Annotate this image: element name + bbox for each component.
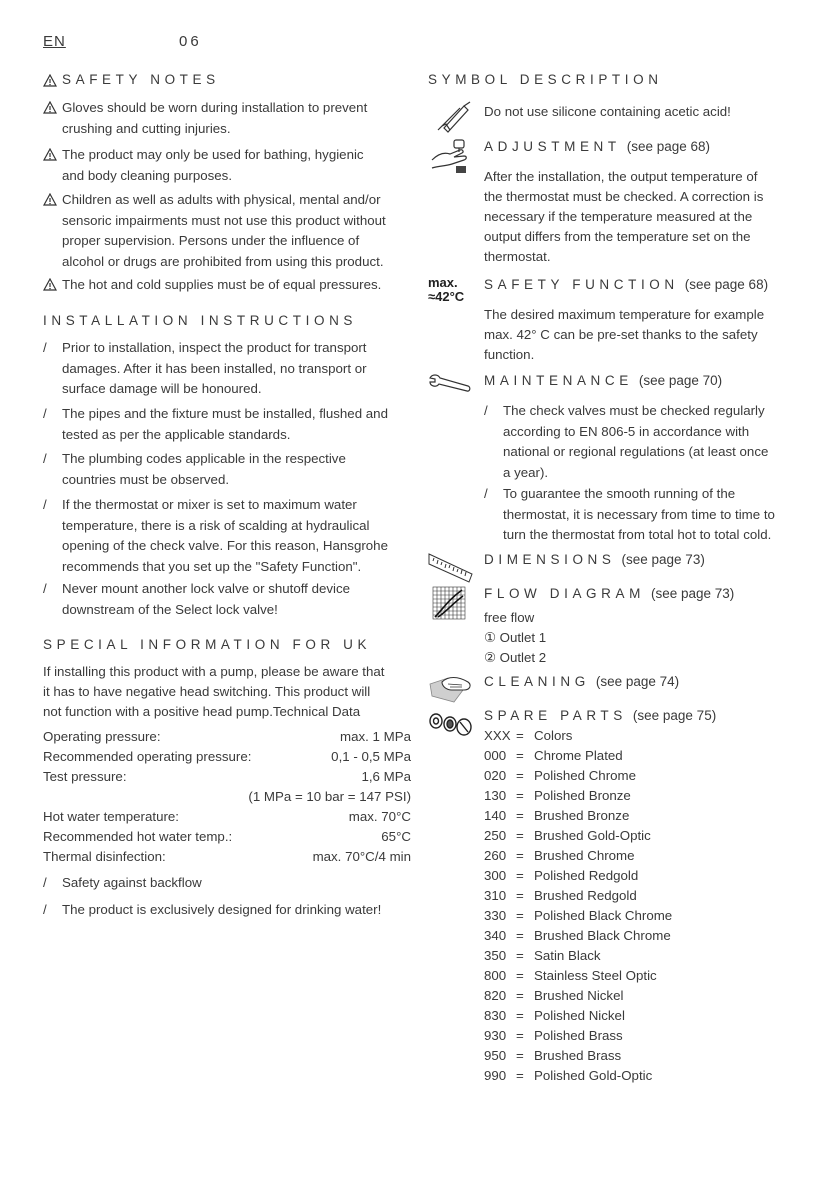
spare-part-code: 930 [484,1028,507,1043]
safety-note-line: Gloves should be worn during installation to prevent [62,100,368,115]
warning-icon [43,100,57,113]
spare-part-code: 990 [484,1068,507,1083]
maintenance-item [484,401,768,483]
spare-part-row [484,1026,623,1046]
spare-part-row [484,986,623,1006]
safety-note-line: Children as well as adults with physical, mental and/or [62,192,381,207]
spare-part-code: 020 [484,768,507,783]
spare-part-finish: Polished Bronze [534,788,631,803]
safety-function-line: max. 42° C can be pre-set thanks to the safety [484,327,758,342]
flow-diagram-page-ref: (see page 73) [650,586,735,601]
adjustment-title: ADJUSTMENT (see page 68) [484,139,711,154]
final-note-item [43,873,202,894]
safety-note-line: The hot and cold supplies must be of equal pressures. [62,277,382,292]
spare-part-code: 260 [484,848,507,863]
spare-part-finish: Brushed Bronze [534,808,630,823]
safety-note-item [43,98,367,139]
installation-item [43,338,367,400]
list-bullet: / [484,486,488,501]
safety-note-line: proper supervision. Persons under the influence of [62,233,360,248]
spare-part-row [484,906,672,926]
list-bullet: / [43,340,47,355]
installation-item-line: surface damage will be honoured. [62,381,262,396]
installation-item-line: The pipes and the fixture must be installed, flushed and [62,406,388,421]
installation-item-line: opening of the check valve. For this reason, Hansgrohe [62,538,388,553]
flow-diagram-line: free flow [484,610,535,625]
adjustment-page-ref: (see page 68) [626,139,711,154]
technical-data-label: Recommended hot water temp.: [43,829,233,844]
safety-note-line: crushing and cutting injuries. [62,120,231,136]
cleaning-hand-icon [428,672,474,709]
equals-sign: = [516,728,524,743]
adjustment-line: output differs from the temperature set on the [484,229,751,244]
safety-function-page-ref: (see page 68) [684,277,769,292]
technical-data-value: max. 70°C [348,809,411,824]
warning-icon [43,277,57,290]
spare-part-row [484,1046,621,1066]
spare-part-code: 340 [484,928,507,943]
cleaning-page-ref: (see page 74) [595,674,680,689]
equals-sign: = [516,1048,524,1063]
equals-sign: = [516,1068,524,1083]
adjustment-line: necessary if the temperature measured at the [484,209,753,224]
equals-sign: = [516,808,524,823]
installation-item-line: recommends that you set up the "Safety Function". [62,558,362,574]
spare-part-code: 950 [484,1048,507,1063]
safety-note-item [43,275,381,296]
spare-part-code: 250 [484,828,507,843]
wrench-icon [428,372,472,397]
spare-part-code: XXX [484,728,511,743]
spare-part-row [484,786,631,806]
installation-item-line: The plumbing codes applicable in the respective [62,451,346,466]
language-code: EN [43,33,66,50]
technical-data-row [43,847,411,867]
installation-item [43,495,388,577]
spare-part-code: 000 [484,748,507,763]
spare-parts-page-ref: (see page 75) [632,708,717,723]
spare-part-code: 830 [484,1008,507,1023]
installation-item-line: Prior to installation, inspect the product for transport [62,340,367,355]
spare-part-code: 330 [484,908,507,923]
installation-item-line: damages. After it has been installed, no transport or [62,360,367,376]
page-number: 06 [179,33,202,50]
spare-part-finish: Brushed Gold-Optic [534,828,651,843]
uk-info-line: If installing this product with a pump, please be aware that [43,664,385,679]
maintenance-line: The check valves must be checked regularly [503,403,765,418]
installation-item-line: countries must be observed. [62,471,230,487]
technical-data-row [43,747,411,767]
spare-part-row [484,826,651,846]
equals-sign: = [516,768,524,783]
warning-icon [43,192,57,205]
installation-item [43,449,346,490]
spare-part-row [484,866,638,886]
symbol-description-title: SYMBOL DESCRIPTION [428,72,663,87]
technical-data-value: (1 MPa = 10 bar = 147 PSI) [248,789,411,804]
list-bullet: / [43,902,47,917]
safety-function-title: SAFETY FUNCTION (see page 68) [484,277,769,292]
equals-sign: = [516,748,524,763]
equals-sign: = [516,828,524,843]
cleaning-title: CLEANING (see page 74) [484,674,680,689]
installation-item [43,404,388,445]
spare-part-finish: Stainless Steel Optic [534,968,657,983]
final-note-item-line: The product is exclusively designed for drinking water! [62,902,382,917]
technical-data-value: 1,6 MPa [361,769,411,784]
equals-sign: = [516,888,524,903]
spare-part-finish: Polished Black Chrome [534,908,673,923]
maintenance-line: national or regional regulations (at least once [503,444,769,459]
list-bullet: / [43,406,47,421]
uk-info-line: not function with a positive head pump.Technical Data [43,704,361,719]
spare-part-finish: Brushed Black Chrome [534,928,671,943]
uk-info-line: it has to have negative head switching. This product will [43,684,371,699]
technical-data-row [43,767,411,787]
safety-note-line: alcohol or drugs are prohibited from using this product. [62,253,384,269]
adjustment-line: the thermostat must be checked. A correction is [484,189,764,204]
silicone-gun-icon [434,100,474,137]
adjustment-hand-icon [430,138,470,177]
technical-data-label: Thermal disinfection: [43,849,166,864]
equals-sign: = [516,1028,524,1043]
dimensions-page-ref: (see page 73) [621,552,705,567]
spare-part-finish: Brushed Nickel [534,988,624,1003]
spare-part-code: 820 [484,988,507,1003]
maintenance-title: MAINTENANCE (see page 70) [484,373,723,388]
spare-parts-title: SPARE PARTS (see page 75) [484,708,717,723]
list-bullet: / [484,403,488,418]
final-note-item-line: Safety against backflow [62,875,202,890]
spare-part-row [484,806,629,826]
equals-sign: = [516,868,524,883]
technical-data-row [43,787,411,807]
installation-title: INSTALLATION INSTRUCTIONS [43,313,358,328]
adjustment-line: thermostat. [484,249,551,264]
flow-diagram-line: ① Outlet 1 [484,630,547,645]
flow-diagram-title: FLOW DIAGRAM (see page 73) [484,586,735,601]
spare-part-finish: Brushed Chrome [534,848,635,863]
technical-data-value: 65°C [381,829,411,844]
spare-part-code: 350 [484,948,507,963]
silicone-warning: Do not use silicone containing acetic acid! [484,104,731,119]
technical-data-row [43,807,411,827]
technical-data-value: max. 1 MPa [340,729,411,744]
warning-icon [43,74,57,90]
technical-data-value: max. 70°C/4 min [312,849,411,864]
spare-part-row [484,1006,625,1026]
list-bullet: / [43,451,47,466]
safety-note-line: The product may only be used for bathing, hygienic [62,147,364,162]
spare-part-code: 800 [484,968,507,983]
spare-part-row [484,1066,652,1086]
spare-part-row [484,726,572,746]
spare-part-finish: Brushed Brass [534,1048,622,1063]
flow-diagram-icon [432,586,466,623]
safety-note-item [43,190,386,272]
technical-data-row [43,827,411,847]
installation-item [43,579,350,620]
safety-notes-title: SAFETY NOTES [62,72,220,87]
maintenance-line: thermostat, it is necessary from time to time to [503,506,775,522]
maintenance-page-ref: (see page 70) [638,373,723,388]
technical-data-label: Hot water temperature: [43,809,179,824]
maintenance-line: according to EN 806-5 in accordance with [503,423,750,439]
equals-sign: = [516,1008,524,1023]
equals-sign: = [516,848,524,863]
flow-diagram-line: ② Outlet 2 [484,650,547,665]
technical-data-value: 0,1 - 0,5 MPa [331,749,411,764]
spare-part-row [484,766,636,786]
spare-part-finish: Polished Chrome [534,768,636,783]
spare-part-finish: Satin Black [534,948,601,963]
spare-part-row [484,966,657,986]
spare-part-finish: Polished Gold-Optic [534,1068,653,1083]
technical-data-label: Recommended operating pressure: [43,749,252,764]
installation-item-line: tested as per the applicable standards. [62,426,291,442]
dimensions-title: DIMENSIONS (see page 73) [484,552,705,567]
technical-data-row [43,727,411,747]
technical-data-label: Operating pressure: [43,729,161,744]
spare-part-finish: Polished Brass [534,1028,623,1043]
spare-part-row [484,946,601,966]
uk-info-title: SPECIAL INFORMATION FOR UK [43,637,372,652]
technical-data-label: Test pressure: [43,769,127,784]
spare-part-finish: Brushed Redgold [534,888,637,903]
spare-part-row [484,746,623,766]
maintenance-line: turn the thermostat from total hot to total cold. [503,527,772,542]
safety-function-line: function. [484,347,535,362]
spare-part-row [484,886,637,906]
maintenance-line: To guarantee the smooth running of the [503,486,736,501]
maintenance-item [484,484,775,546]
final-note-item [43,900,381,921]
warning-icon [43,147,57,160]
installation-item-line: Never mount another lock valve or shutoff device [62,581,351,596]
spare-part-code: 300 [484,868,507,883]
safety-function-line: The desired maximum temperature for example [484,307,765,322]
equals-sign: = [516,988,524,1003]
max-temperature-icon: max. ≈42°C [428,275,465,304]
spare-part-finish: Polished Redgold [534,868,639,883]
spare-part-code: 310 [484,888,507,903]
installation-item-line: If the thermostat or mixer is set to maximum water [62,497,357,512]
adjustment-line: After the installation, the output temperature of [484,169,758,184]
spare-part-finish: Polished Nickel [534,1008,625,1023]
safety-note-line: and body cleaning purposes. [62,167,233,183]
installation-item-line: temperature, there is a risk of scalding at hydraulical [62,517,370,533]
equals-sign: = [516,908,524,923]
spare-part-finish: Chrome Plated [534,748,623,763]
spare-parts-icon [428,710,474,741]
ruler-icon [428,552,474,587]
spare-part-row [484,846,635,866]
spare-part-code: 130 [484,788,507,803]
equals-sign: = [516,928,524,943]
spare-part-row [484,926,671,946]
equals-sign: = [516,968,524,983]
equals-sign: = [516,948,524,963]
equals-sign: = [516,788,524,803]
list-bullet: / [43,497,47,512]
safety-note-line: sensoric impairments must not use this product without [62,212,386,228]
spare-part-code: 140 [484,808,507,823]
list-bullet: / [43,875,47,890]
maintenance-line: a year). [503,464,549,480]
spare-part-finish: Colors [534,728,573,743]
safety-note-item [43,145,364,186]
installation-item-line: downstream of the Select lock valve! [62,601,278,617]
list-bullet: / [43,581,47,596]
